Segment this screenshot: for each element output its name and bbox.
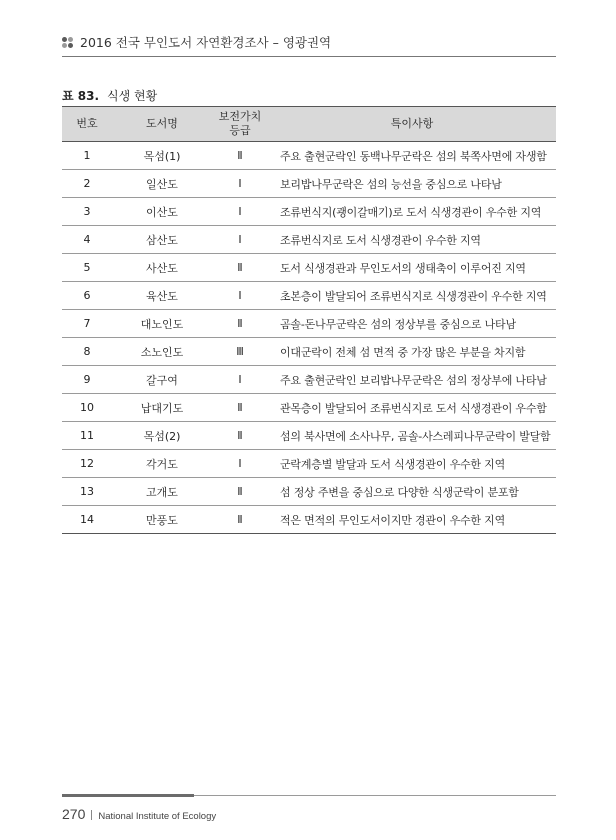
cell-island-name: 만풍도: [112, 506, 212, 534]
column-header-island-name: 도서명: [112, 107, 212, 142]
page-number: 270: [62, 806, 86, 822]
cell-island-name: 사산도: [112, 254, 212, 282]
cell-conservation-grade: Ⅱ: [212, 422, 268, 450]
cell-conservation-grade: Ⅰ: [212, 226, 268, 254]
table-row: [62, 478, 556, 506]
column-header-conservation-grade: 보전가치 등급: [212, 107, 268, 142]
cell-number: 4: [62, 226, 112, 254]
cell-island-name: 목섬(1): [112, 142, 212, 170]
table-row: [62, 142, 556, 170]
cell-conservation-grade: Ⅱ: [212, 394, 268, 422]
cell-remarks: 이대군락이 전체 섬 면적 중 가장 많은 부분을 차지함: [268, 338, 556, 366]
cell-number: 8: [62, 338, 112, 366]
cell-remarks: 조류번식지로 도서 식생경관이 우수한 지역: [268, 226, 556, 254]
table-row: [62, 394, 556, 422]
table-row: [62, 422, 556, 450]
footer-organization: National Institute of Ecology: [98, 811, 217, 822]
cell-remarks: 주요 출현군락인 동백나무군락은 섬의 북쪽사면에 자생함: [268, 142, 556, 170]
table-caption-label: 표 83.: [62, 89, 100, 103]
cell-number: 9: [62, 366, 112, 394]
column-header-number: 번호: [62, 107, 112, 142]
table-caption-title: 식생 현황: [107, 89, 158, 103]
table-header-row: [62, 107, 556, 142]
cell-number: 12: [62, 450, 112, 478]
cell-number: 7: [62, 310, 112, 338]
cell-island-name: 육산도: [112, 282, 212, 310]
table-row: [62, 310, 556, 338]
table-caption: [62, 88, 157, 104]
cell-remarks: 군락계층별 발달과 도서 식생경관이 우수한 지역: [268, 450, 556, 478]
cell-remarks: 보리밥나무군락은 섬의 능선을 중심으로 나타남: [268, 170, 556, 198]
footer-divider: [194, 795, 556, 796]
header-divider: [62, 56, 556, 57]
cell-remarks: 섬 정상 주변을 중심으로 다양한 식생군락이 분포함: [268, 478, 556, 506]
running-header: [62, 34, 556, 54]
table-row: [62, 338, 556, 366]
page-footer: [62, 804, 216, 823]
cell-number: 13: [62, 478, 112, 506]
table-row: [62, 254, 556, 282]
footer-divider-accent: [62, 794, 194, 797]
cell-conservation-grade: Ⅱ: [212, 310, 268, 338]
cell-island-name: 소노인도: [112, 338, 212, 366]
cell-number: 14: [62, 506, 112, 534]
cell-remarks: 조류번식지(괭이갈매기)로 도서 식생경관이 우수한 지역: [268, 198, 556, 226]
table-row: [62, 170, 556, 198]
cell-island-name: 고개도: [112, 478, 212, 506]
header-bullet-icon: [62, 37, 74, 49]
cell-island-name: 삼산도: [112, 226, 212, 254]
cell-conservation-grade: Ⅱ: [212, 478, 268, 506]
table-row: [62, 282, 556, 310]
footer-separator: [91, 810, 92, 820]
vegetation-status-table: [62, 106, 556, 534]
cell-remarks: 곰솔-돈나무군락은 섬의 정상부를 중심으로 나타남: [268, 310, 556, 338]
cell-remarks: 적은 면적의 무인도서이지만 경관이 우수한 지역: [268, 506, 556, 534]
cell-remarks: 도서 식생경관과 무인도서의 생태축이 이루어진 지역: [268, 254, 556, 282]
table-row: [62, 450, 556, 478]
cell-number: 1: [62, 142, 112, 170]
cell-island-name: 일산도: [112, 170, 212, 198]
cell-conservation-grade: Ⅱ: [212, 142, 268, 170]
cell-island-name: 갈구여: [112, 366, 212, 394]
cell-conservation-grade: Ⅱ: [212, 506, 268, 534]
cell-island-name: 이산도: [112, 198, 212, 226]
cell-island-name: 납대기도: [112, 394, 212, 422]
cell-island-name: 대노인도: [112, 310, 212, 338]
cell-island-name: 각거도: [112, 450, 212, 478]
cell-conservation-grade: Ⅱ: [212, 254, 268, 282]
cell-conservation-grade: Ⅰ: [212, 366, 268, 394]
cell-number: 3: [62, 198, 112, 226]
cell-conservation-grade: Ⅲ: [212, 338, 268, 366]
cell-number: 5: [62, 254, 112, 282]
cell-remarks: 주요 출현군락인 보리밥나무군락은 섬의 정상부에 나타남: [268, 366, 556, 394]
cell-remarks: 관목층이 발달되어 조류번식지로 도서 식생경관이 우수함: [268, 394, 556, 422]
table-row: [62, 198, 556, 226]
cell-number: 11: [62, 422, 112, 450]
cell-conservation-grade: Ⅰ: [212, 282, 268, 310]
cell-conservation-grade: Ⅰ: [212, 198, 268, 226]
cell-number: 10: [62, 394, 112, 422]
cell-conservation-grade: Ⅰ: [212, 450, 268, 478]
cell-number: 6: [62, 282, 112, 310]
table-row: [62, 366, 556, 394]
cell-island-name: 목섬(2): [112, 422, 212, 450]
column-header-remarks: 특이사항: [268, 107, 556, 142]
table-row: [62, 226, 556, 254]
header-title: 2016 전국 무인도서 자연환경조사 – 영광권역: [80, 35, 332, 50]
cell-conservation-grade: Ⅰ: [212, 170, 268, 198]
cell-number: 2: [62, 170, 112, 198]
cell-remarks: 초본층이 발달되어 조류번식지로 식생경관이 우수한 지역: [268, 282, 556, 310]
cell-remarks: 섬의 북사면에 소사나무, 곰솔-사스레피나무군락이 발달함: [268, 422, 556, 450]
table-row: [62, 506, 556, 534]
